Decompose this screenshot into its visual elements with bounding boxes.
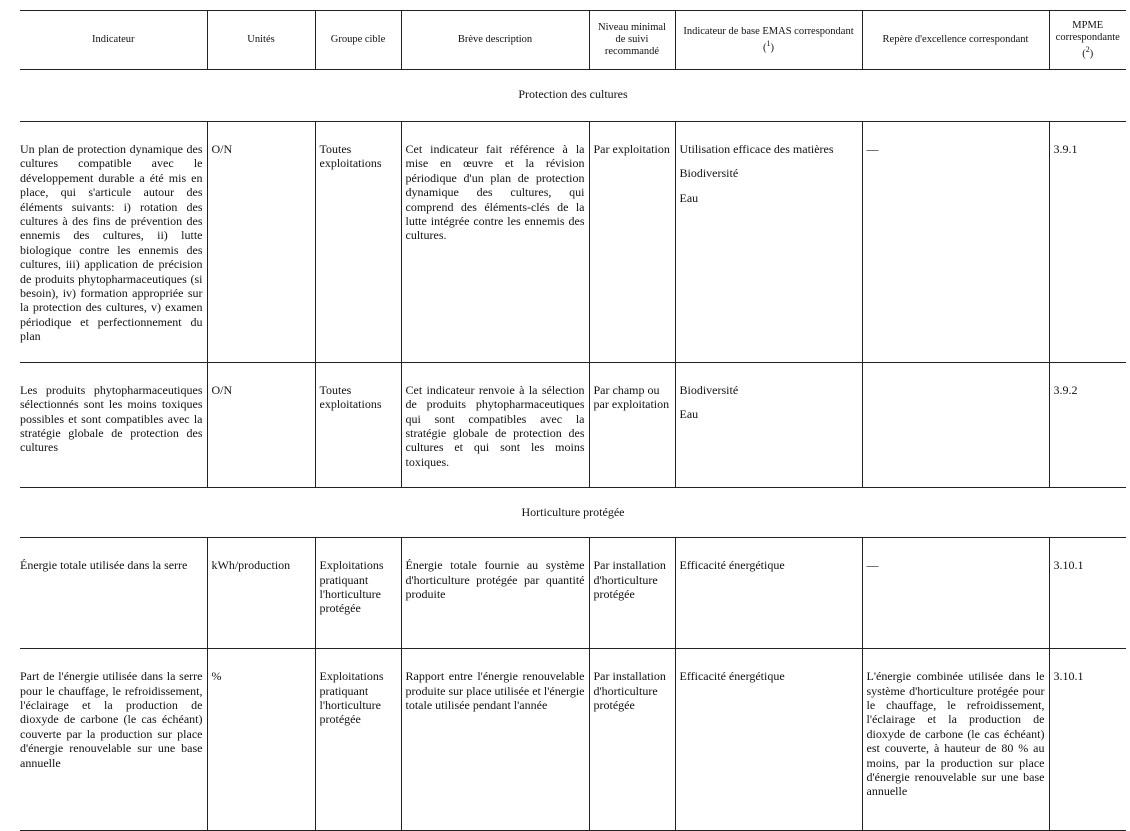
- cell-niveau: Par champ ou par exploitation: [589, 362, 675, 487]
- emas-item: Efficacité énergétique: [679, 558, 785, 573]
- cell-niveau: Par installation d'horticulture protégée: [589, 649, 675, 831]
- cell-groupe: Toutes exploitations: [315, 362, 401, 487]
- emas-item: Biodiversité: [679, 166, 739, 181]
- header-row: [20, 11, 1126, 70]
- table-row: [20, 122, 1126, 363]
- cell-indicateur: Énergie totale utilisée dans la serre: [20, 538, 207, 649]
- cell-niveau: Par exploitation: [589, 122, 675, 363]
- cell-description: Rapport entre l'énergie renouvelable produite sur place utilisée et l'énergie totale utilisée pendant l'année: [401, 649, 589, 831]
- cell-repere: —: [862, 538, 1049, 649]
- cell-emas: [675, 538, 862, 649]
- cell-repere: —: [862, 122, 1049, 363]
- section-title: Horticulture protégée: [20, 488, 1126, 538]
- cell-mpme: 3.10.1: [1049, 538, 1126, 649]
- header-unites: Unités: [207, 11, 315, 70]
- cell-unites: %: [207, 649, 315, 831]
- cell-description: Énergie totale fournie au système d'horticulture protégée par quantité produite: [401, 538, 589, 649]
- cell-description: Cet indicateur fait référence à la mise en œuvre et la révision périodique d'un plan de protection dynamique des cultures, qui comprend des éléments-clés de la lutte intégrée contre les ennemis des cultures.: [401, 122, 589, 363]
- table-row: [20, 362, 1126, 487]
- cell-emas: [675, 362, 862, 487]
- header-groupe-cible: Groupe cible: [315, 11, 401, 70]
- cell-unites: O/N: [207, 122, 315, 363]
- section-title: Protection des cultures: [20, 70, 1126, 122]
- header-repere-excellence: Repère d'excellence correspondant: [862, 11, 1049, 70]
- section-header-row: [20, 70, 1126, 122]
- emas-item: Utilisation efficace des matières: [679, 142, 834, 156]
- cell-emas: [675, 649, 862, 831]
- cell-groupe: Exploitations pratiquant l'horticulture protégée: [315, 649, 401, 831]
- cell-groupe: Toutes exploitations: [315, 122, 401, 363]
- cell-repere: L'énergie combinée utilisée dans le système d'horticulture protégée pour le chauffage, le refroidissement, l'éclairage et la production de dioxyde de carbone (le cas échéant) est couverte, à hauteur de 80 % au moins, par la production sur place d'énergie renouvelable sur une base annuelle: [862, 649, 1049, 831]
- cell-indicateur: Les produits phytopharmaceutiques sélectionnés sont les moins toxiques possibles et sont compatibles avec la stratégie globale de protection des cultures: [20, 362, 207, 487]
- cell-description: Cet indicateur renvoie à la sélection de produits phytopharmaceutiques qui sont compatibles avec la stratégie globale de protection des cultures et qui sont les moins toxiques.: [401, 362, 589, 487]
- emas-item: Efficacité énergétique: [679, 669, 785, 684]
- header-breve-description: Brève description: [401, 11, 589, 70]
- header-mpme-text: MPME correspondante (: [1055, 19, 1120, 60]
- cell-repere: [862, 362, 1049, 487]
- indicator-table: [20, 10, 1126, 831]
- cell-unites: kWh/production: [207, 538, 315, 649]
- cell-niveau: Par installation d'horticulture protégée: [589, 538, 675, 649]
- cell-indicateur: Un plan de protection dynamique des cultures compatible avec le développement durable a été mis en place, qui s'articule autour des éléments suivants: i) rotation des cultures à des fins de prévention des ennemis des cultures, ii) lutte biologique contre les ennemis des cultures, iii) application de précision de produits phytopharmaceutiques (si besoin), iv) formation appropriée sur la protection des cultures, v) examen périodique et perfectionnement du plan: [20, 122, 207, 363]
- cell-mpme: 3.9.2: [1049, 362, 1126, 487]
- header-emas-text: Indicateur de base EMAS correspondant (: [683, 25, 854, 54]
- section-header-row: [20, 488, 1126, 538]
- cell-indicateur: Part de l'énergie utilisée dans la serre pour le chauffage, le refroidissement, l'éclairage et la production de dioxyde de carbone (le cas échéant) couverte par la production sur place d'énergie renouvelable sur une base annuelle: [20, 649, 207, 831]
- header-indicateur: Indicateur: [20, 11, 207, 70]
- table-row: [20, 538, 1126, 649]
- header-mpme: MPME correspondante ($^2$): [1049, 11, 1126, 70]
- header-indicateur-emas: Indicateur de base EMAS correspondant ($^1$): [675, 11, 862, 70]
- cell-mpme: 3.10.1: [1049, 649, 1126, 831]
- footnote-ref: 2: [1085, 44, 1090, 54]
- header-niveau-suivi: Niveau minimal de suivi recommandé: [589, 11, 675, 70]
- cell-unites: O/N: [207, 362, 315, 487]
- emas-item: Biodiversité: [679, 382, 739, 397]
- cell-groupe: Exploitations pratiquant l'horticulture protégée: [315, 538, 401, 649]
- table-row: [20, 649, 1126, 831]
- footnote-ref: 1: [766, 38, 771, 48]
- emas-item: Eau: [679, 407, 699, 422]
- cell-mpme: 3.9.1: [1049, 122, 1126, 363]
- cell-emas: [675, 122, 862, 363]
- emas-item: Eau: [679, 190, 699, 205]
